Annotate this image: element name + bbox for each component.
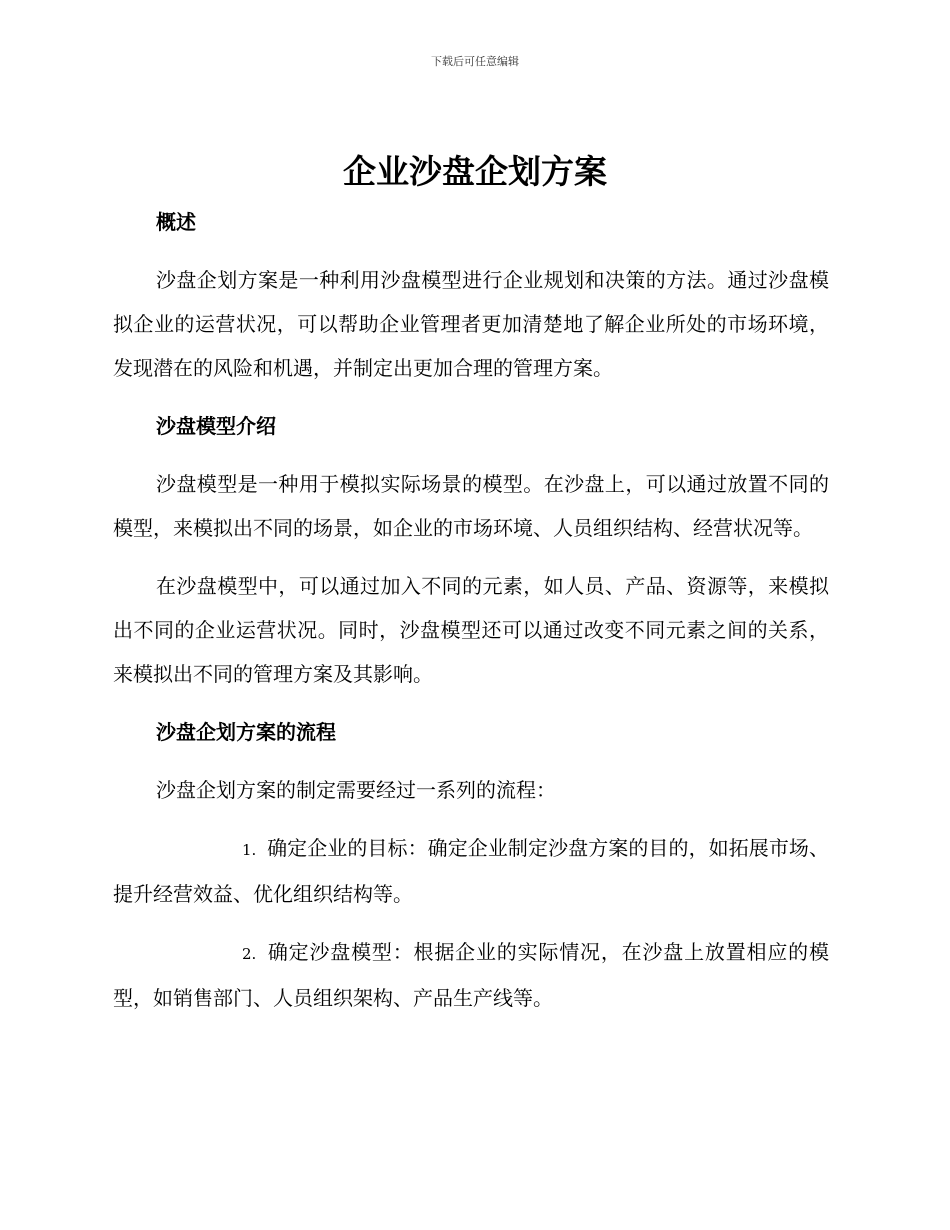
step-text: 确定企业的目标：确定企业制定沙盘方案的目的，如拓展市场、提升经营效益、优化组织结构等。 — [113, 836, 829, 906]
step-number: 1. — [242, 841, 257, 859]
section-heading-overview: 概述 — [156, 210, 196, 234]
model-intro-paragraph-2: 在沙盘模型中，可以通过加入不同的元素，如人员、产品、资源等，来模拟出不同的企业运营状况。同时，沙盘模型还可以通过改变不同元素之间的关系，来模拟出不同的管理方案及其影响。 — [113, 574, 829, 686]
section-heading-model-intro: 沙盘模型介绍 — [156, 414, 276, 438]
page-header-note: 下载后可任意编辑 — [431, 55, 519, 68]
overview-paragraph: 沙盘企划方案是一种利用沙盘模型进行企业规划和决策的方法。通过沙盘模拟企业的运营状况，可以帮助企业管理者更加清楚地了解企业所处的市场环境，发现潜在的风险和机遇，并制定出更加合理的管理方案。 — [113, 268, 829, 380]
section-heading-process: 沙盘企划方案的流程 — [156, 720, 336, 744]
process-intro-paragraph: 沙盘企划方案的制定需要经过一系列的流程： — [156, 778, 556, 802]
document-body — [113, 200, 829, 1020]
process-step-2 — [113, 930, 829, 1020]
document-title: 企业沙盘企划方案 — [343, 152, 607, 191]
step-number: 2. — [242, 945, 257, 963]
step-text: 确定沙盘模型：根据企业的实际情况，在沙盘上放置相应的模型，如销售部门、人员组织架构、产品生产线等。 — [113, 940, 829, 1010]
process-step-1 — [113, 826, 829, 916]
model-intro-paragraph-1: 沙盘模型是一种用于模拟实际场景的模型。在沙盘上，可以通过放置不同的模型，来模拟出不同的场景，如企业的市场环境、人员组织结构、经营状况等。 — [113, 472, 829, 540]
